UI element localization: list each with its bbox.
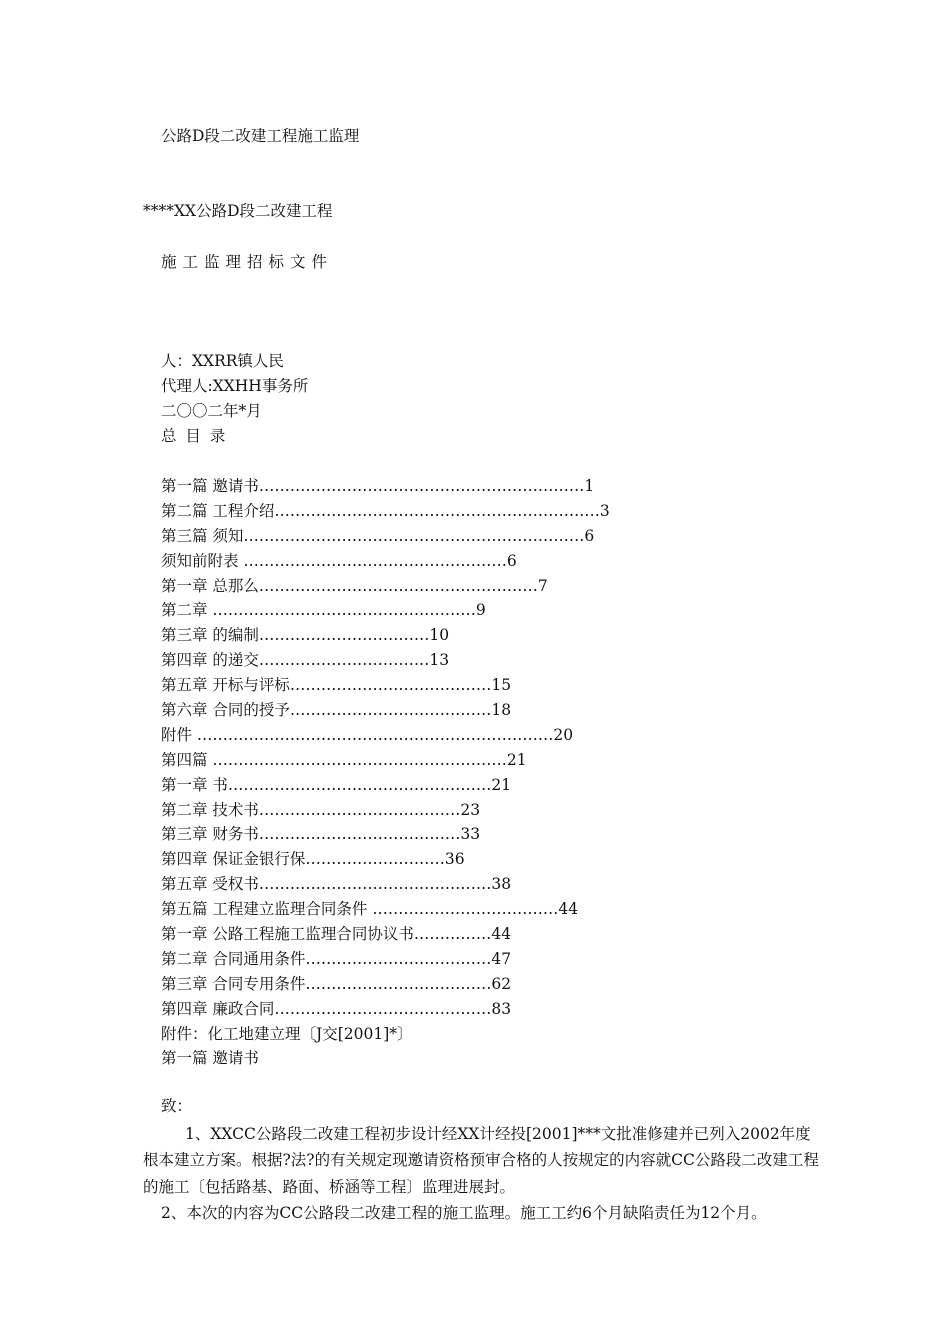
- toc-item: 第四篇 …………………………………………………21: [161, 750, 527, 769]
- toc-item: 第四章 的递交……………………………13: [161, 651, 450, 670]
- document-type: 施工监理招标文件: [161, 253, 334, 271]
- toc-item: 第二章 技术书…………………………………23: [161, 800, 481, 819]
- header-title: 公路D段二改建工程施工监理: [161, 127, 360, 145]
- toc-item: 第二章 ……………………………………………9: [161, 601, 486, 620]
- toc-item: 第二章 合同通用条件………………………………47: [161, 949, 512, 968]
- toc-item: 第一篇 邀请书: [161, 1049, 259, 1068]
- tenderer-line: 人：XXRR镇人民: [161, 352, 284, 370]
- toc-item: 第五章 受权书………………………………………38: [161, 875, 512, 894]
- toc-item: 第六章 合同的授予…………………………………18: [161, 701, 512, 720]
- toc-item: 第四章 保证金银行保………………………36: [161, 850, 465, 869]
- paragraph: 1、XXCC公路段二改建工程初步设计经XX计经投[2001]***文批准修建并已列入2002年度根本建立方案。根据?法?的有关规定现邀请资格预审合格的人按规定的内容就CC公路段二改建工程的施工〔包括路基、路面、桥涵等工程〕监理进展封。: [143, 1125, 819, 1196]
- toc-item: 第三章 财务书…………………………………33: [161, 825, 481, 844]
- toc-item: 附件：化工地建立理〔J交[2001]*〕: [161, 1024, 413, 1043]
- toc-item: 第一章 公路工程施工监理合同协议书……………44: [161, 925, 512, 944]
- toc-item: 第三篇 须知…………………………………………………………6: [161, 526, 595, 545]
- toc-item: 第一篇 邀请书………………………………………………………1: [161, 477, 595, 495]
- toc-item: 第三章 的编制……………………………10: [161, 626, 450, 645]
- project-title: ****XX公路D段二改建工程: [143, 202, 333, 220]
- toc-heading: 总 目 录: [161, 427, 228, 445]
- toc-item: 第二篇 工程介绍………………………………………………………3: [161, 501, 610, 520]
- agent-line: 代理人:XXHH事务所: [161, 377, 309, 395]
- toc-item: 第五篇 工程建立监理合同条件 ………………………………44: [161, 900, 579, 919]
- date-line: 二〇〇二年*月: [161, 402, 262, 420]
- toc-item: 第一章 书……………………………………………21: [161, 775, 512, 794]
- toc-item: 第四章 廉政合同……………………………………83: [161, 999, 512, 1018]
- toc-item: 附件 ……………………………………………………………20: [161, 725, 574, 744]
- table-of-contents: [161, 474, 610, 1071]
- toc-item: 第五章 开标与评标…………………………………15: [161, 676, 512, 695]
- salutation: 致：: [161, 1097, 193, 1115]
- letter-body: [143, 1121, 823, 1226]
- toc-item: 第一章 总那么………………………………………………7: [161, 576, 548, 595]
- toc-item: 须知前附表 ……………………………………………6: [161, 551, 517, 570]
- toc-item: 第三章 合同专用条件………………………………62: [161, 974, 512, 993]
- paragraph: 2、本次的内容为CC公路段二改建工程的施工监理。施工工约6个月缺陷责任为12个月。: [161, 1203, 767, 1222]
